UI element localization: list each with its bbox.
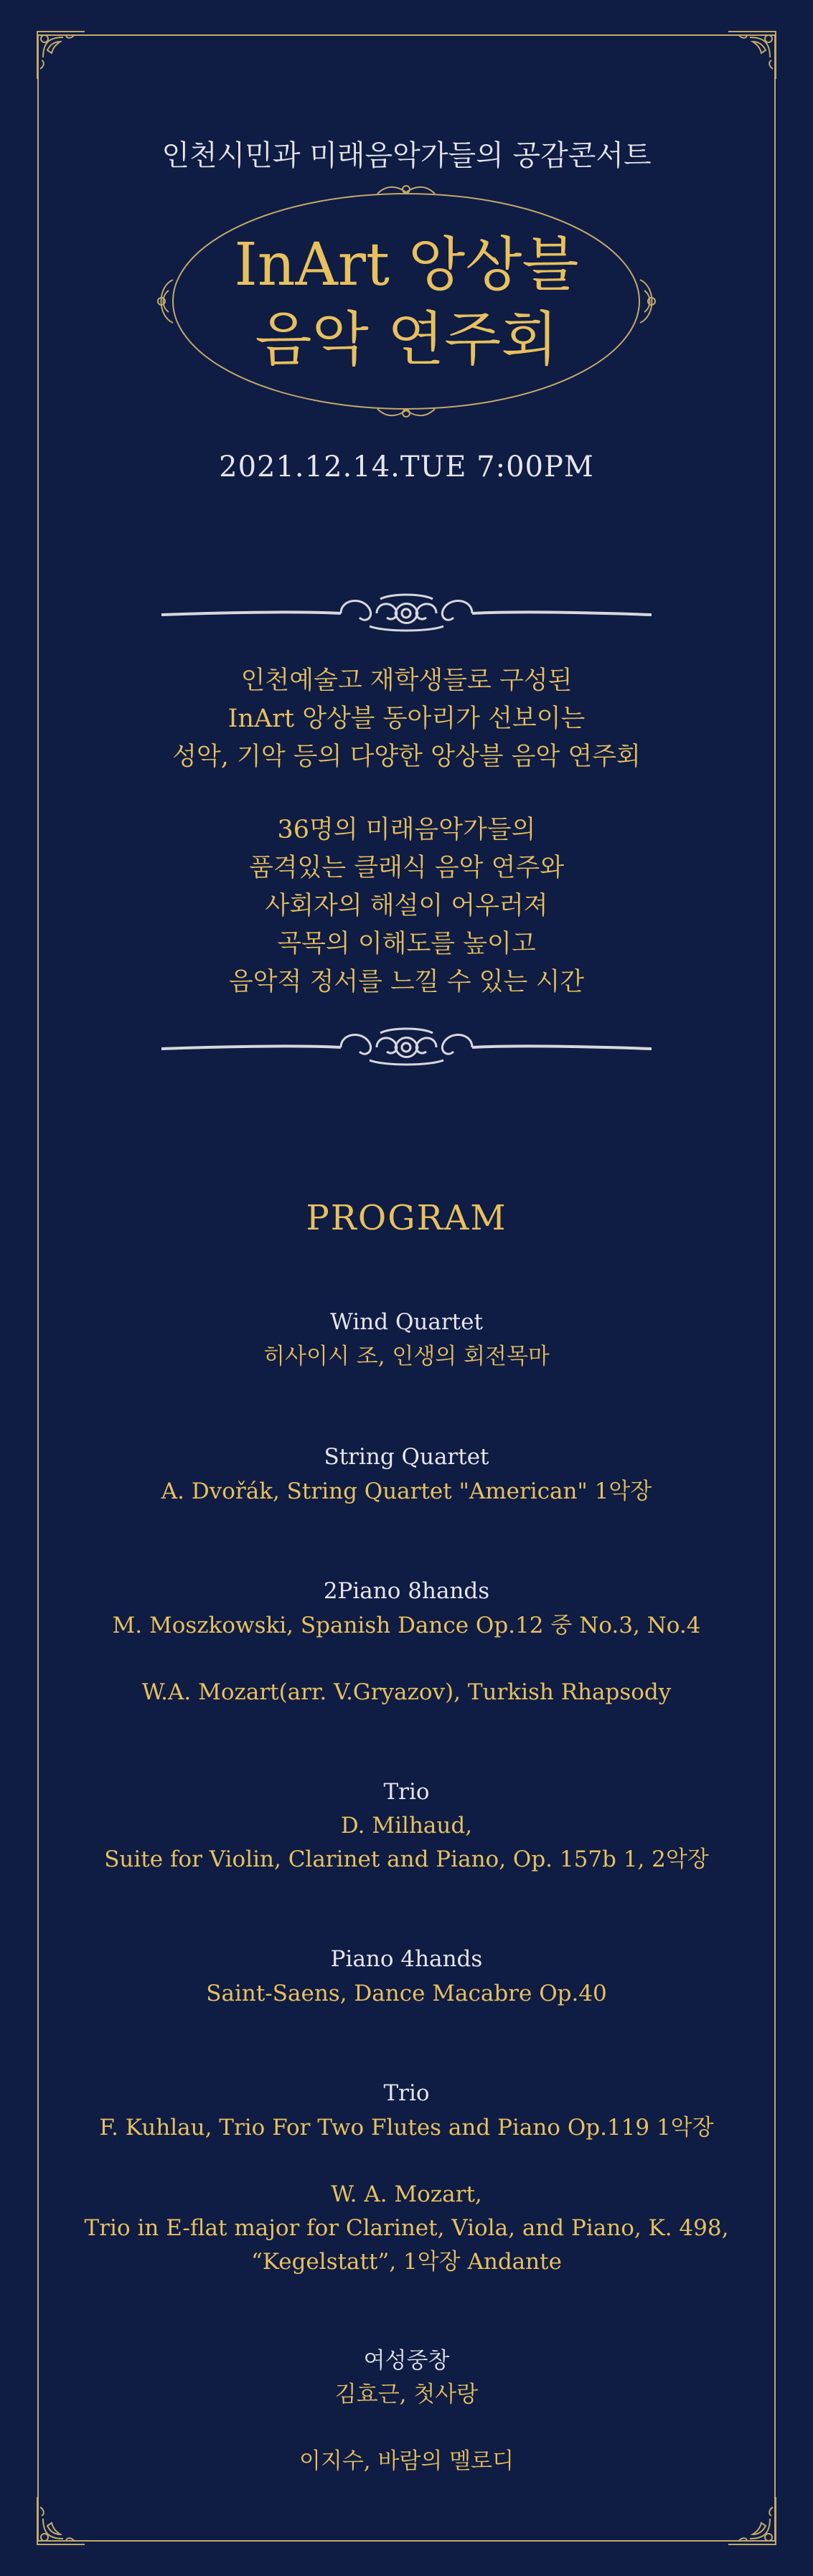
intro-line: 인천예술고 재학생들로 구성된 bbox=[240, 666, 573, 695]
title-block bbox=[140, 172, 673, 430]
program-category: Trio bbox=[383, 1779, 430, 1805]
program-piece: F. Kuhlau, Trio For Two Flutes and Piano Op.119 1악장 bbox=[99, 2115, 714, 2141]
program-piece: 이지수, 바람의 멜로디 bbox=[299, 2448, 514, 2474]
program-piece: Saint-Saens, Dance Macabre Op.40 bbox=[206, 1981, 607, 2006]
corner-ornament-bottom-right-icon bbox=[725, 2494, 779, 2547]
program-piece: Suite for Violin, Clarinet and Piano, Op. 157b 1, 2악장 bbox=[104, 1846, 709, 1872]
intro-paragraph-2 bbox=[0, 811, 813, 1001]
program-category: Piano 4hands bbox=[330, 1946, 483, 1972]
intro-line: 곡목의 이해도를 높이고 bbox=[277, 930, 536, 958]
program-piece: Trio in E-flat major for Clarinet, Viola, and Piano, K. 498, bbox=[84, 2215, 729, 2241]
program-category: Trio bbox=[383, 2080, 430, 2106]
program-piece: W. A. Mozart, bbox=[331, 2181, 482, 2207]
concert-subtitle: 인천시민과 미래음악가들의 공감콘서트 bbox=[161, 139, 652, 172]
program-piece: D. Milhaud, bbox=[340, 1813, 473, 1839]
program-piece: W.A. Mozart(arr. V.Gryazov), Turkish Rhapsody bbox=[141, 1679, 672, 1705]
title-line-1: InArt 앙상블 bbox=[234, 231, 579, 299]
program-piece: 히사이시 조, 인생의 회전목마 bbox=[263, 1344, 550, 1369]
intro-paragraph-1 bbox=[0, 662, 813, 776]
concert-date: 2021.12.14.TUE 7:00PM bbox=[219, 450, 594, 483]
program-heading: PROGRAM bbox=[306, 1198, 507, 1238]
title-line-2: 음악 연주회 bbox=[255, 306, 558, 374]
concert-title bbox=[140, 228, 673, 377]
intro-line: 성악, 기악 등의 다양한 앙상블 음악 연주회 bbox=[172, 742, 641, 771]
ornamental-divider-icon bbox=[161, 585, 652, 642]
corner-ornament-top-left-icon bbox=[34, 29, 88, 82]
intro-line: 품격있는 클래식 음악 연주와 bbox=[248, 854, 565, 882]
corner-ornament-bottom-left-icon bbox=[34, 2494, 88, 2547]
corner-ornament-top-right-icon bbox=[725, 29, 779, 82]
intro-line: 사회자의 해설이 어우러져 bbox=[265, 892, 548, 920]
intro-line: 36명의 미래음악가들의 bbox=[277, 816, 536, 844]
intro-line: 음악적 정서를 느낄 수 있는 시간 bbox=[228, 968, 585, 996]
program-piece: A. Dvořák, String Quartet "American" 1악장 bbox=[161, 1478, 652, 1504]
program-category: Wind Quartet bbox=[330, 1309, 483, 1335]
program-category: 여성중창 bbox=[363, 2348, 450, 2374]
program-piece: 김효근, 첫사랑 bbox=[334, 2382, 479, 2407]
intro-line: InArt 앙상블 동아리가 선보이는 bbox=[227, 704, 586, 733]
ornamental-divider-icon bbox=[161, 1019, 652, 1076]
program-piece: M. Moszkowski, Spanish Dance Op.12 중 No.3, No.4 bbox=[112, 1613, 701, 1638]
program-category: String Quartet bbox=[324, 1444, 489, 1470]
program-piece: “Kegelstatt”, 1악장 Andante bbox=[251, 2249, 562, 2275]
program-category: 2Piano 8hands bbox=[323, 1578, 490, 1604]
